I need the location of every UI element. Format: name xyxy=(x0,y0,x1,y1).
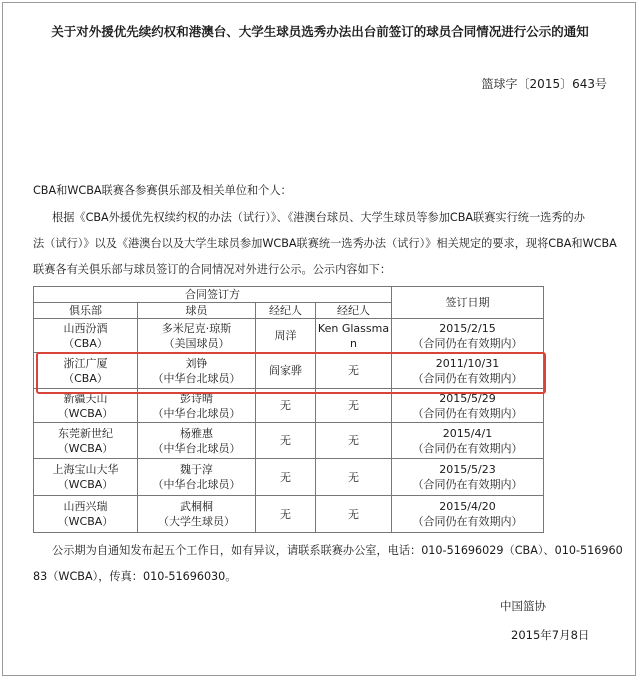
player-note: （中华台北球员） xyxy=(152,371,241,385)
table-row xyxy=(34,319,544,353)
sign-date: 2015/5/23 xyxy=(439,463,496,476)
club-name: 上海宝山大华 xyxy=(52,463,119,476)
date-note: （合同仍在有效期内） xyxy=(412,441,523,455)
closing-line-1: 公示期为自通知发布起五个工作日，如有异议，请联系联赛办公室，电话：010-51696029（CBA）、010-516960 xyxy=(52,544,623,557)
date-note: （合同仍在有效期内） xyxy=(412,478,523,491)
player-note: （中华台北球员） xyxy=(152,478,241,491)
agent-1: 阎家骅 xyxy=(256,353,316,389)
agent-2: 无 xyxy=(316,496,392,533)
date-note: （合同仍在有效期内） xyxy=(412,371,523,385)
group-header: 合同签订方 xyxy=(34,287,392,303)
header-agent-2: 经纪人 xyxy=(316,303,392,319)
club-league: （WCBA） xyxy=(57,406,114,420)
agent-2: 无 xyxy=(316,389,392,423)
player-note: （中华台北球员） xyxy=(152,406,241,420)
salutation: CBA和WCBA联赛各参赛俱乐部及相关单位和个人： xyxy=(33,184,292,197)
signer: 中国篮协 xyxy=(500,599,546,613)
agent-1: 无 xyxy=(256,389,316,423)
player-name: 杨雅惠 xyxy=(180,426,213,440)
club-name: 山西汾酒 xyxy=(63,321,108,335)
date-note: （合同仍在有效期内） xyxy=(412,406,523,420)
agent-1: 无 xyxy=(256,496,316,533)
club-league: （CBA） xyxy=(63,336,108,350)
sign-date: 2015/4/1 xyxy=(442,426,493,440)
club-name: 新疆天山 xyxy=(63,391,108,405)
club-league: （WCBA） xyxy=(57,441,114,455)
agent-2: 无 xyxy=(316,353,392,389)
table-row xyxy=(34,459,544,496)
player-note: （中华台北球员） xyxy=(152,441,241,455)
sign-date: 2015/2/15 xyxy=(439,321,496,335)
body-line-3: 联赛各有关俱乐部与球员签订的合同情况对外进行公示。公示内容如下： xyxy=(33,263,392,276)
sign-date: 2011/10/31 xyxy=(435,356,500,370)
player-name: 多米尼克·琼斯 xyxy=(161,321,232,335)
notice-date: 2015年7月8日 xyxy=(511,628,590,642)
highlight-box xyxy=(36,352,546,394)
agent-1: 无 xyxy=(256,423,316,459)
club-name: 浙江广厦 xyxy=(63,356,108,370)
player-name: 彭诗晴 xyxy=(180,391,213,405)
notice-title: 关于对外援优先续约权和港澳台、大学生球员选秀办法出台前签订的球员合同情况进行公示的通知 xyxy=(51,24,589,39)
closing-line-2: 83（WCBA），传真：010-51696030。 xyxy=(33,570,237,583)
header-club: 俱乐部 xyxy=(34,303,138,319)
club-league: （WCBA） xyxy=(57,515,114,528)
sign-date: 2015/4/20 xyxy=(439,500,496,513)
club-name: 山西兴瑞 xyxy=(63,500,108,513)
club-league: （WCBA） xyxy=(57,478,114,491)
player-name: 魏于淳 xyxy=(180,463,213,476)
body-line-2: 法（试行）》以及《港澳台以及大学生球员参加WCBA联赛统一选秀办法（试行）》相关规定的要求，现将CBA和WCBA xyxy=(33,237,617,250)
agent-2: 无 xyxy=(316,423,392,459)
header-player: 球员 xyxy=(138,303,256,319)
agent-2: Ken Glassma xyxy=(317,321,390,335)
date-note: （合同仍在有效期内） xyxy=(412,336,523,350)
club-name: 东莞新世纪 xyxy=(58,426,113,440)
player-name: 刘铮 xyxy=(185,356,208,370)
document-number: 篮球字〔2015〕643号 xyxy=(481,77,607,91)
agent-2: 无 xyxy=(316,459,392,496)
header-date: 签订日期 xyxy=(392,287,544,319)
table-header-row xyxy=(34,287,544,303)
player-name: 武桐桐 xyxy=(180,500,213,513)
sign-date: 2015/5/29 xyxy=(439,391,496,405)
date-note: （合同仍在有效期内） xyxy=(412,515,523,528)
agent-1: 周洋 xyxy=(256,319,316,353)
player-note: （大学生球员） xyxy=(158,515,235,528)
contract-table xyxy=(33,286,544,533)
body-line-1: 根据《CBA外援优先权续约权的办法（试行）》、《港澳台球员、大学生球员等参加CBA联赛实行统一选秀的办 xyxy=(52,211,585,224)
table-row xyxy=(34,423,544,459)
agent-1: 无 xyxy=(256,459,316,496)
player-note: （美国球员） xyxy=(163,336,230,350)
header-agent-1: 经纪人 xyxy=(256,303,316,319)
club-league: （CBA） xyxy=(63,371,108,385)
agent-2-cont: n xyxy=(350,336,357,350)
table-row xyxy=(34,496,544,533)
